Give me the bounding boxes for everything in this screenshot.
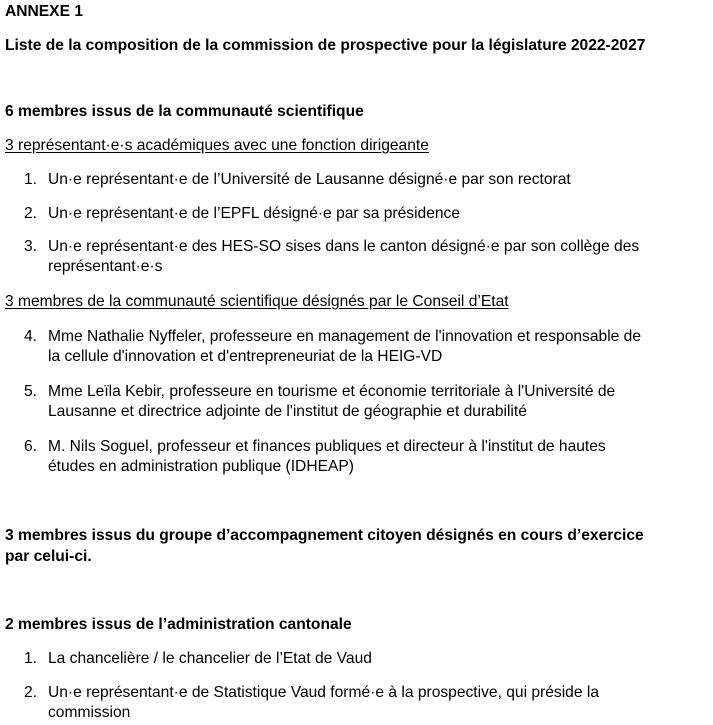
list-item-number: 3. <box>24 238 38 255</box>
section-heading-scientific: 6 membres issus de la communauté scientifique <box>5 103 364 120</box>
list-item-text-line2: représentant·e·s <box>48 258 163 275</box>
list-item-text-line1: Mme Leïla Kebir, professeure en tourisme et économie territoriale à l'Université de <box>48 383 616 400</box>
list-item-number: 4. <box>24 328 38 345</box>
list-item-text-line2: la cellule d'innovation et d'entrepreneuriat de la HEIG-VD <box>48 348 443 365</box>
list-item-number: 5. <box>24 383 38 400</box>
list-item-text-line1: Mme Nathalie Nyffeler, professeure en management de l'innovation et responsable de <box>48 328 642 345</box>
list-item-text: Un·e représentant·e de l’EPFL désigné·e par sa présidence <box>48 205 461 222</box>
subsection-heading-council: 3 membres de la communauté scientifique désignés par le Conseil d’Etat <box>5 293 509 310</box>
list-item-text: La chancelière / le chancelier de l’Etat de Vaud <box>48 650 372 667</box>
section-heading-citizen-line1: 3 membres issus du groupe d’accompagnement citoyen désignés en cours d’exercice <box>5 527 644 544</box>
list-item-text-line1: Un·e représentant·e des HES-SO sises dans le canton désigné·e par son collège des <box>48 238 640 255</box>
list-item-number: 2. <box>24 684 38 701</box>
list-item-number: 1. <box>24 650 38 667</box>
section-heading-citizen-line2: par celui-ci. <box>5 548 92 565</box>
list-item-text-line1: Un·e représentant·e de Statistique Vaud formé·e à la prospective, qui préside la <box>48 684 599 701</box>
list-item-text-line2: commission <box>48 704 131 721</box>
list-item-number: 1. <box>24 171 38 188</box>
list-item-text-line1: M. Nils Soguel, professeur et finances publiques et directeur à l'institut de hautes <box>48 438 606 455</box>
document-title: Liste de la composition de la commission de prospective pour la législature 2022-2027 <box>5 37 646 54</box>
list-item-text: Un·e représentant·e de l’Université de Lausanne désigné·e par son rectorat <box>48 171 571 188</box>
section-heading-administration: 2 membres issus de l’administration cantonale <box>5 616 352 633</box>
list-item-text-line2: Lausanne et directrice adjointe de l'institut de géographie et durabilité <box>48 403 527 420</box>
annex-label: ANNEXE 1 <box>5 3 83 20</box>
list-item-text-line2: études en administration publique (IDHEAP) <box>48 458 354 475</box>
list-item-number: 2. <box>24 205 38 222</box>
subsection-heading-academic: 3 représentant·e·s académiques avec une fonction dirigeante <box>5 137 429 154</box>
list-item-number: 6. <box>24 438 38 455</box>
